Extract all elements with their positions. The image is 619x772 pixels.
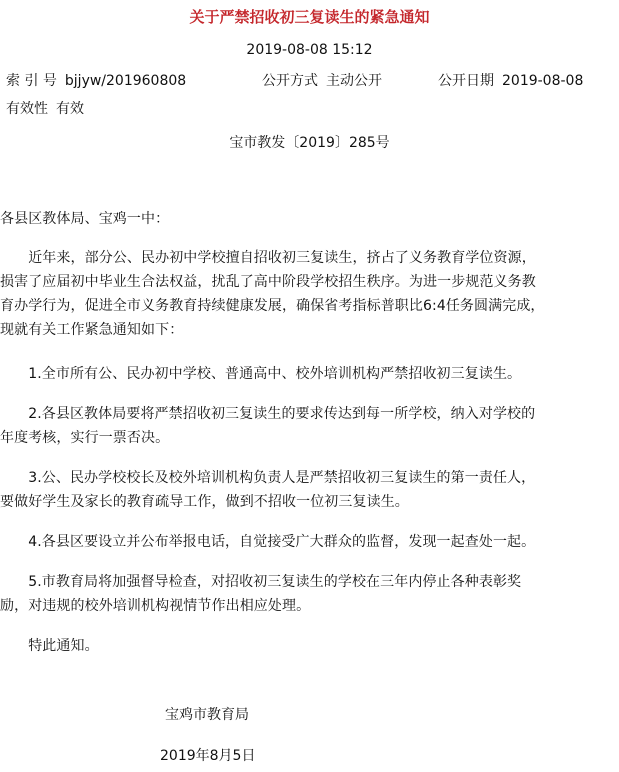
document-title: 关于严禁招收初三复读生的紧急通知 [189, 8, 430, 26]
meta-index-label: 索 引 号 [6, 73, 57, 89]
document-number: 宝市教发〔2019〕285号 [229, 135, 390, 151]
salutation: 各县区教体局、宝鸡一中： [0, 211, 170, 227]
item-2 [0, 402, 619, 450]
item-line: 4.各县区要设立并公布举报电话，自觉接受广大群众的监督，发现一起查处一起。 [0, 534, 536, 550]
publish-datetime: 2019-08-08 15:12 [246, 42, 373, 58]
sign-date: 2019年8月5日 [160, 748, 256, 764]
item-5 [0, 570, 619, 618]
item-line: 3.公、民办学校校长及校外培训机构负责人是严禁招收初三复读生的第一责任人， [0, 470, 536, 486]
meta-date-value: 2019-08-08 [502, 73, 584, 89]
meta-index [6, 70, 186, 90]
meta-index-value: bjjyw/201960808 [64, 73, 187, 89]
intro-line: 近年来，部分公、民办初中学校擅自招收初三复读生，挤占了义务教育学位资源， [0, 250, 536, 266]
meta-date [438, 70, 583, 90]
closing: 特此通知。 [0, 638, 99, 654]
intro-line: 育办学行为，促进全市义务教育持续健康发展，确保省考指标普职比6:4任务圆满完成， [0, 298, 545, 314]
item-line: 年度考核，实行一票否决。 [0, 430, 170, 446]
item-3 [0, 466, 619, 514]
item-4 [0, 530, 619, 554]
meta-disclosure [262, 70, 382, 90]
intro-line: 损害了应届初中毕业生合法权益，扰乱了高中阶段学校招生秩序。为进一步规范义务教 [0, 274, 536, 290]
meta-disclosure-label: 公开方式 [262, 73, 318, 89]
intro-paragraph [0, 246, 619, 342]
meta-validity-value: 有效 [56, 101, 84, 117]
item-1 [0, 362, 619, 386]
signature: 宝鸡市教育局 [165, 707, 249, 723]
meta-validity-label: 有效性 [6, 101, 48, 117]
meta-disclosure-value: 主动公开 [326, 73, 382, 89]
item-line: 1.全市所有公、民办初中学校、普通高中、校外培训机构严禁招收初三复读生。 [0, 366, 522, 382]
item-line: 5.市教育局将加强督导检查，对招收初三复读生的学校在三年内停止各种表彰奖 [0, 574, 522, 590]
intro-line: 现就有关工作紧急通知如下： [0, 322, 184, 338]
meta-validity [6, 98, 84, 118]
item-line: 2.各县区教体局要将严禁招收初三复读生的要求传达到每一所学校，纳入对学校的 [0, 406, 536, 422]
meta-date-label: 公开日期 [438, 73, 494, 89]
item-line: 要做好学生及家长的教育疏导工作，做到不招收一位初三复读生。 [0, 494, 409, 510]
item-line: 励，对违规的校外培训机构视情节作出相应处理。 [0, 598, 311, 614]
